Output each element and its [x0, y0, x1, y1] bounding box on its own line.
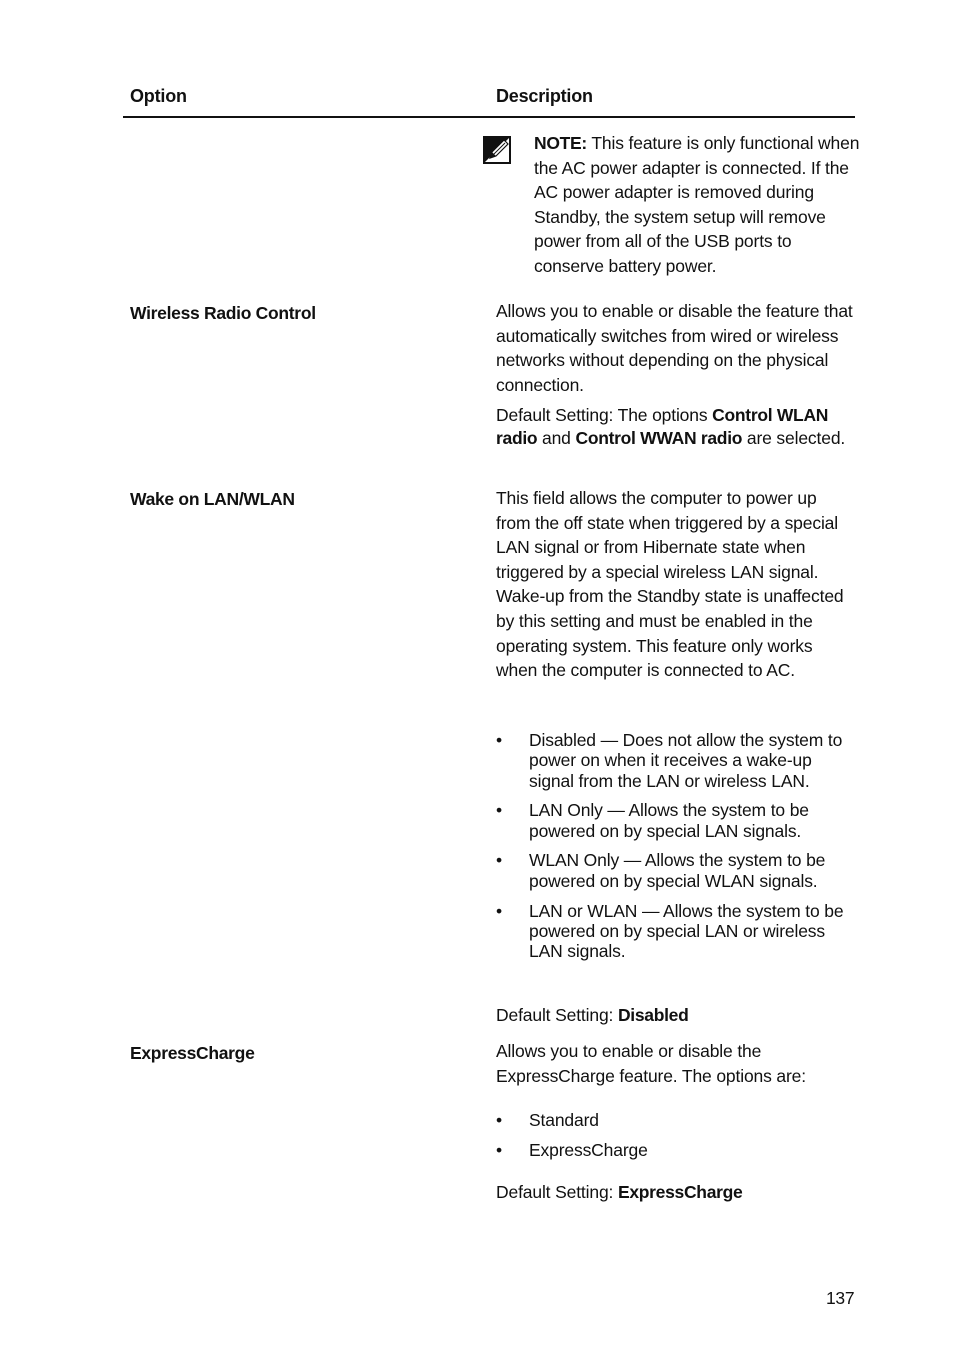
option-wake-on-lan: Wake on LAN/WLAN [130, 489, 295, 509]
default-value: Disabled [617, 1005, 689, 1025]
column-header-description: Description [496, 86, 593, 106]
wake-on-lan-default [496, 1003, 856, 1028]
option-lan-only: LAN Only — Allows the system to be powered on by special LAN signals. [529, 800, 809, 841]
default-prefix: Default Setting: [496, 1182, 618, 1202]
default-value: ExpressCharge [617, 1182, 743, 1202]
expresscharge-description: Allows you to enable or disable the ExpressCharge feature. The options are: [496, 1041, 806, 1086]
option-lan-or-wlan: LAN or WLAN — Allows the system to be powered on by special LAN or wireless LAN signals. [529, 900, 844, 962]
option-wlan-only: WLAN Only — Allows the system to be powered on by special WLAN signals. [529, 850, 826, 891]
default-option-wwan: Control WWAN radio [575, 428, 743, 449]
list-item: • ExpressCharge [496, 1139, 648, 1160]
default-prefix: Default Setting: The options [496, 405, 713, 425]
list-item: • Disabled — Does not allow the system to power on when it receives a wake-up signal from the LAN or wireless LAN. [496, 730, 843, 791]
column-header-option: Option [130, 86, 187, 106]
wireless-radio-default [496, 404, 856, 451]
option-expresscharge: ExpressCharge [130, 1043, 255, 1063]
page-number: 137 [826, 1288, 855, 1308]
wireless-radio-description: Allows you to enable or disable the feature that automatically switches from wired or wireless networks without depending on the physical connection. [496, 301, 853, 395]
list-item: • LAN Only — Allows the system to be powered on by special LAN signals. [496, 800, 809, 841]
default-suffix: are selected. [742, 428, 846, 449]
wake-on-lan-description: This field allows the computer to power up from the off state when triggered by a special LAN signal or from Hibernate state when triggered by a special wireless LAN signal. Wake-up from the Standby state is unaffected by this setting and must be enabled in the operating system. This feature only works when the computer is connected to AC. [496, 488, 844, 681]
note-body: This feature is only functional when the AC power adapter is connected. If the AC power adapter is removed during Standby, the system setup will remove power from all of the USB ports to conserve battery power. [534, 133, 860, 276]
list-item: • LAN or WLAN — Allows the system to be powered on by special LAN or wireless LAN signals. [496, 900, 844, 962]
header-rule [123, 116, 855, 118]
expresscharge-default [496, 1180, 856, 1205]
option-expresscharge-item: ExpressCharge [529, 1139, 648, 1160]
default-mid: and [537, 428, 576, 449]
note-label: NOTE: [534, 133, 587, 153]
list-item: • WLAN Only — Allows the system to be powered on by special WLAN signals. [496, 850, 826, 891]
option-disabled: Disabled — Does not allow the system to power on when it receives a wake-up signal from the LAN or wireless LAN. [529, 730, 843, 791]
option-standard: Standard [529, 1110, 599, 1130]
note-text [534, 131, 860, 279]
expresscharge-options [496, 1110, 856, 1160]
wake-on-lan-options [496, 730, 856, 961]
list-item: • Standard [496, 1110, 599, 1130]
option-wireless-radio-control: Wireless Radio Control [130, 303, 316, 323]
default-prefix: Default Setting: [496, 1005, 618, 1025]
note-pencil-icon [483, 136, 511, 164]
default-option-wlan: Control WLAN radio [496, 405, 829, 449]
